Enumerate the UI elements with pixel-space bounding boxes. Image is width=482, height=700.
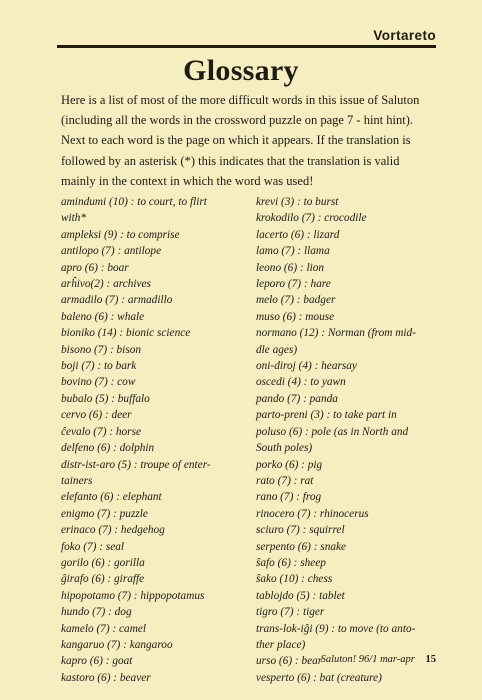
page-footer [321, 654, 436, 665]
glossary-left-column [61, 194, 251, 686]
glossary-entry: antilopo (7) : antilope [61, 245, 162, 258]
publication-label: Saluton! 96/1 mar-apr [320, 654, 415, 665]
page-number: 15 [425, 654, 436, 665]
glossary-entry: ĝirafo (6) : giraffe [61, 573, 145, 586]
glossary-entry: enigmo (7) : puzzle [61, 507, 148, 520]
glossary-entry: urso (6) : bear [256, 655, 323, 668]
glossary-entry: muso (6) : mouse [256, 310, 335, 323]
glossary-entry: with* [61, 212, 87, 225]
glossary-entry: bubalo (5) : buffalo [61, 392, 150, 405]
glossary-entry: vesperto (6) : bat (creature) [256, 671, 382, 684]
glossary-entry: rinocero (7) : rhinocerus [256, 507, 369, 520]
header-title: Vortareto [373, 28, 436, 43]
glossary-entry: apro (6) : boar [61, 261, 129, 274]
glossary-entry: hundo (7) : dog [61, 606, 132, 619]
glossary-entry: poluso (6) : pole (as in North and [256, 425, 409, 438]
glossary-entry: South poles) [256, 442, 313, 455]
glossary-entry: lamo (7) : llama [256, 245, 330, 258]
glossary-entry: krokodilo (7) : crocodile [256, 212, 367, 225]
glossary-entry: oscedi (4) : to yawn [256, 376, 346, 389]
glossary-entry: ther place) [256, 638, 306, 651]
glossary-entry: distr-ist-aro (5) : troupe of enter- [61, 458, 211, 471]
glossary-entry: arĥivo(2) : archives [61, 278, 151, 291]
glossary-entry: ŝafo (6) : sheep [256, 556, 326, 569]
glossary-entry: tablojdo (5) : tablet [256, 589, 345, 602]
glossary-entry: baleno (6) : whale [61, 310, 145, 323]
glossary-entry: rano (7) : frog [256, 491, 322, 504]
glossary-entry: bovino (7) : cow [61, 376, 136, 389]
glossary-entry: leono (6) : lion [256, 261, 325, 274]
glossary-entry: tigro (7) : tiger [256, 606, 325, 619]
glossary-entry: amindumi (10) : to court, to flirt [61, 196, 207, 208]
glossary-entry: kamelo (7) : camel [61, 622, 147, 635]
glossary-entry: kapro (6) : goat [61, 655, 133, 668]
glossary-entry: armadilo (7) : armadillo [61, 294, 173, 307]
glossary-entry: hipopotamo (7) : hippopotamus [61, 589, 205, 602]
glossary-entry: rato (7) : rat [256, 474, 314, 487]
intro-paragraph: Here is a list of most of the more difficult words in this issue of Saluton (including all the words in the crossword puzzle on page 7 - hint hint). Next to each word is the page on which it appears. If the translation is followed by an asterisk (*) this indicates that the translation is valid mainly in the context in which the word was used! [61, 93, 420, 188]
page-title: Glossary [183, 54, 299, 87]
glossary-entry: trans-lok-iĝi (9) : to move (to anto- [256, 622, 416, 635]
header [57, 26, 436, 48]
glossary-entry: oni-diroj (4) : hearsay [256, 360, 357, 373]
glossary-entry: bisono (7) : bison [61, 343, 142, 356]
glossary-entry: delfeno (6) : dolphin [61, 442, 155, 455]
glossary-entry: bioniko (14) : bionic science [61, 327, 191, 340]
glossary-entry: boji (7) : to bark [61, 360, 137, 373]
glossary-entry: ŝako (10) : chess [256, 573, 333, 586]
glossary-entry: ĉevalo (7) : horse [61, 425, 141, 438]
glossary-entry: normano (12) : Norman (from mid- [256, 327, 416, 340]
glossary-entry: elefanto (6) : elephant [61, 491, 162, 504]
glossary-entry: foko (7) : seal [61, 540, 125, 553]
glossary-entry: ampleksi (9) : to comprise [61, 228, 180, 241]
glossary-entry: gorilo (6) : gorilla [61, 556, 145, 569]
glossary-entry: krevi (3) : to burst [256, 196, 339, 208]
glossary-entry: lacerto (6) : lizard [256, 228, 340, 241]
glossary-entry: erinaco (7) : hedgehog [61, 524, 165, 537]
glossary-entry: sciuro (7) : squirrel [256, 524, 345, 537]
glossary-right-column [256, 194, 456, 686]
glossary-entry: dle ages) [256, 343, 298, 356]
glossary-entry: porko (6) : pig [256, 458, 323, 471]
glossary-entry: leporo (7) : hare [256, 278, 331, 291]
glossary-entry: parto-preni (3) : to take part in [256, 409, 397, 422]
glossary-entry: tainers [61, 474, 93, 487]
glossary-entry: serpento (6) : snake [256, 540, 347, 553]
glossary-entry: kangaruo (7) : kangaroo [61, 638, 173, 651]
glossary-entry: kastoro (6) : beaver [61, 671, 151, 684]
glossary-entry: cervo (6) : deer [61, 409, 132, 422]
glossary-entry: melo (7) : badger [256, 294, 336, 307]
glossary-entry: pando (7) : panda [256, 392, 338, 405]
